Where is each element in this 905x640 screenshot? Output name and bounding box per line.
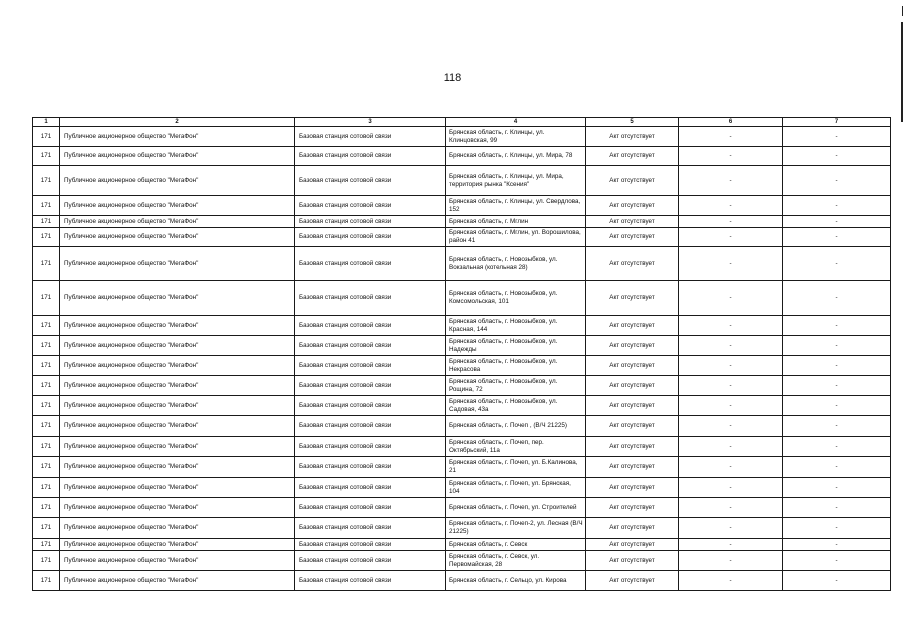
table-row [33, 196, 891, 216]
cell-number: 171 [33, 498, 60, 518]
cell-col-6: - [679, 281, 783, 316]
cell-organization: Публичное акционерное общество "МегаФон" [60, 336, 295, 356]
cell-col-6: - [679, 247, 783, 281]
table-row [33, 376, 891, 396]
cell-object: Базовая станция сотовой связи [295, 478, 446, 498]
cell-col-7: - [783, 216, 891, 228]
cell-col-7: - [783, 478, 891, 498]
table-row [33, 539, 891, 551]
cell-col-7: - [783, 539, 891, 551]
cell-act: Акт отсутствует [586, 336, 679, 356]
cell-address: Брянская область, г. Почеп, ул. Брянская, 104 [446, 478, 586, 498]
cell-act: Акт отсутствует [586, 457, 679, 478]
cell-object: Базовая станция сотовой связи [295, 518, 446, 539]
cell-col-7: - [783, 147, 891, 166]
cell-organization: Публичное акционерное общество "МегаФон" [60, 228, 295, 247]
registry-table [32, 117, 891, 591]
table-row [33, 457, 891, 478]
cell-address: Брянская область, г. Мглин [446, 216, 586, 228]
header-col-6: 6 [679, 118, 783, 127]
cell-organization: Публичное акционерное общество "МегаФон" [60, 416, 295, 437]
cell-number: 171 [33, 551, 60, 571]
cell-address: Брянская область, г. Клинцы, ул. Клинцовская, 99 [446, 127, 586, 147]
cell-address: Брянская область, г. Новозыбков, ул. Некрасова [446, 356, 586, 376]
cell-number: 171 [33, 571, 60, 591]
cell-col-7: - [783, 166, 891, 196]
cell-act: Акт отсутствует [586, 376, 679, 396]
cell-act: Акт отсутствует [586, 356, 679, 376]
cell-object: Базовая станция сотовой связи [295, 228, 446, 247]
table-row [33, 478, 891, 498]
cell-address: Брянская область, г. Клинцы, ул. Мира, территория рынка "Ксения" [446, 166, 586, 196]
cell-organization: Публичное акционерное общество "МегаФон" [60, 127, 295, 147]
scan-edge-mark-top [902, 6, 903, 16]
cell-object: Базовая станция сотовой связи [295, 196, 446, 216]
cell-number: 171 [33, 416, 60, 437]
table-row [33, 127, 891, 147]
table-row [33, 228, 891, 247]
cell-number: 171 [33, 457, 60, 478]
cell-object: Базовая станция сотовой связи [295, 356, 446, 376]
cell-col-6: - [679, 376, 783, 396]
table-row [33, 498, 891, 518]
cell-col-7: - [783, 228, 891, 247]
cell-object: Базовая станция сотовой связи [295, 216, 446, 228]
cell-col-6: - [679, 437, 783, 457]
table-row [33, 147, 891, 166]
cell-organization: Публичное акционерное общество "МегаФон" [60, 551, 295, 571]
cell-address: Брянская область, г. Новозыбков, ул. Вокзальная (котельная 28) [446, 247, 586, 281]
cell-address: Брянская область, г. Севск [446, 539, 586, 551]
cell-number: 171 [33, 356, 60, 376]
cell-act: Акт отсутствует [586, 518, 679, 539]
cell-organization: Публичное акционерное общество "МегаФон" [60, 518, 295, 539]
cell-col-6: - [679, 498, 783, 518]
cell-object: Базовая станция сотовой связи [295, 437, 446, 457]
cell-number: 171 [33, 437, 60, 457]
cell-address: Брянская область, г. Новозыбков, ул. Комсомольская, 101 [446, 281, 586, 316]
cell-col-7: - [783, 127, 891, 147]
cell-organization: Публичное акционерное общество "МегаФон" [60, 437, 295, 457]
cell-object: Базовая станция сотовой связи [295, 498, 446, 518]
table-row [33, 551, 891, 571]
cell-act: Акт отсутствует [586, 316, 679, 336]
table-row [33, 571, 891, 591]
cell-object: Базовая станция сотовой связи [295, 147, 446, 166]
cell-col-7: - [783, 247, 891, 281]
cell-number: 171 [33, 376, 60, 396]
cell-address: Брянская область, г. Почеп, пер. Октябрьский, 11а [446, 437, 586, 457]
cell-act: Акт отсутствует [586, 571, 679, 591]
table-row [33, 416, 891, 437]
cell-act: Акт отсутствует [586, 166, 679, 196]
table-row [33, 216, 891, 228]
cell-address: Брянская область, г. Новозыбков, ул. Красная, 144 [446, 316, 586, 336]
cell-address: Брянская область, г. Клинцы, ул. Мира, 78 [446, 147, 586, 166]
cell-object: Базовая станция сотовой связи [295, 336, 446, 356]
cell-act: Акт отсутствует [586, 247, 679, 281]
cell-organization: Публичное акционерное общество "МегаФон" [60, 457, 295, 478]
header-col-2: 2 [60, 118, 295, 127]
cell-col-7: - [783, 571, 891, 591]
cell-number: 171 [33, 281, 60, 316]
cell-col-7: - [783, 196, 891, 216]
cell-organization: Публичное акционерное общество "МегаФон" [60, 247, 295, 281]
cell-col-7: - [783, 316, 891, 336]
cell-col-6: - [679, 571, 783, 591]
cell-col-7: - [783, 437, 891, 457]
cell-object: Базовая станция сотовой связи [295, 127, 446, 147]
cell-act: Акт отсутствует [586, 416, 679, 437]
cell-number: 171 [33, 518, 60, 539]
cell-col-7: - [783, 376, 891, 396]
cell-number: 171 [33, 228, 60, 247]
cell-organization: Публичное акционерное общество "МегаФон" [60, 166, 295, 196]
cell-col-6: - [679, 478, 783, 498]
table-header-row [33, 118, 891, 127]
cell-act: Акт отсутствует [586, 228, 679, 247]
header-col-3: 3 [295, 118, 446, 127]
cell-col-7: - [783, 518, 891, 539]
cell-number: 171 [33, 539, 60, 551]
cell-address: Брянская область, г. Новозыбков, ул. Надежды [446, 336, 586, 356]
cell-col-7: - [783, 551, 891, 571]
header-col-7: 7 [783, 118, 891, 127]
cell-object: Базовая станция сотовой связи [295, 376, 446, 396]
cell-col-7: - [783, 457, 891, 478]
cell-col-6: - [679, 316, 783, 336]
cell-object: Базовая станция сотовой связи [295, 551, 446, 571]
cell-col-6: - [679, 457, 783, 478]
cell-act: Акт отсутствует [586, 539, 679, 551]
cell-organization: Публичное акционерное общество "МегаФон" [60, 571, 295, 591]
table-row [33, 356, 891, 376]
cell-address: Брянская область, г. Новозыбков, ул. Рощина, 72 [446, 376, 586, 396]
cell-act: Акт отсутствует [586, 127, 679, 147]
cell-col-6: - [679, 356, 783, 376]
cell-number: 171 [33, 166, 60, 196]
cell-object: Базовая станция сотовой связи [295, 281, 446, 316]
cell-col-6: - [679, 196, 783, 216]
cell-organization: Публичное акционерное общество "МегаФон" [60, 376, 295, 396]
cell-organization: Публичное акционерное общество "МегаФон" [60, 539, 295, 551]
cell-col-7: - [783, 396, 891, 416]
cell-col-6: - [679, 416, 783, 437]
cell-organization: Публичное акционерное общество "МегаФон" [60, 281, 295, 316]
cell-object: Базовая станция сотовой связи [295, 166, 446, 196]
cell-address: Брянская область, г. Сельцо, ул. Кирова [446, 571, 586, 591]
cell-col-7: - [783, 416, 891, 437]
cell-col-6: - [679, 336, 783, 356]
cell-col-6: - [679, 539, 783, 551]
cell-address: Брянская область, г. Новозыбков, ул. Садовая, 43а [446, 396, 586, 416]
header-col-5: 5 [586, 118, 679, 127]
cell-col-7: - [783, 281, 891, 316]
table-row [33, 316, 891, 336]
page-number: 118 [443, 72, 462, 84]
cell-address: Брянская область, г. Почеп, ул. Строителей [446, 498, 586, 518]
cell-organization: Публичное акционерное общество "МегаФон" [60, 216, 295, 228]
cell-object: Базовая станция сотовой связи [295, 416, 446, 437]
cell-object: Базовая станция сотовой связи [295, 396, 446, 416]
table-row [33, 518, 891, 539]
cell-col-6: - [679, 166, 783, 196]
cell-address: Брянская область, г. Севск, ул. Первомайская, 28 [446, 551, 586, 571]
header-col-1: 1 [33, 118, 60, 127]
cell-col-7: - [783, 336, 891, 356]
cell-object: Базовая станция сотовой связи [295, 247, 446, 281]
table-row [33, 336, 891, 356]
cell-number: 171 [33, 478, 60, 498]
cell-act: Акт отсутствует [586, 147, 679, 166]
cell-act: Акт отсутствует [586, 396, 679, 416]
cell-act: Акт отсутствует [586, 551, 679, 571]
cell-number: 171 [33, 216, 60, 228]
cell-number: 171 [33, 147, 60, 166]
table-row [33, 396, 891, 416]
cell-act: Акт отсутствует [586, 478, 679, 498]
table-row [33, 281, 891, 316]
table-row [33, 247, 891, 281]
cell-number: 171 [33, 196, 60, 216]
cell-number: 171 [33, 127, 60, 147]
cell-col-6: - [679, 147, 783, 166]
table-row [33, 166, 891, 196]
cell-col-6: - [679, 216, 783, 228]
cell-organization: Публичное акционерное общество "МегаФон" [60, 498, 295, 518]
cell-act: Акт отсутствует [586, 281, 679, 316]
cell-act: Акт отсутствует [586, 216, 679, 228]
cell-address: Брянская область, г. Клинцы, ул. Свердлова, 152 [446, 196, 586, 216]
cell-col-6: - [679, 518, 783, 539]
cell-address: Брянская область, г. Почеп, ул. Б.Калинова, 21 [446, 457, 586, 478]
cell-organization: Публичное акционерное общество "МегаФон" [60, 316, 295, 336]
cell-object: Базовая станция сотовой связи [295, 316, 446, 336]
cell-number: 171 [33, 247, 60, 281]
cell-object: Базовая станция сотовой связи [295, 539, 446, 551]
cell-organization: Публичное акционерное общество "МегаФон" [60, 147, 295, 166]
cell-act: Акт отсутствует [586, 437, 679, 457]
cell-col-7: - [783, 498, 891, 518]
cell-object: Базовая станция сотовой связи [295, 457, 446, 478]
cell-col-6: - [679, 551, 783, 571]
table-row [33, 437, 891, 457]
cell-number: 171 [33, 336, 60, 356]
cell-col-7: - [783, 356, 891, 376]
cell-organization: Публичное акционерное общество "МегаФон" [60, 196, 295, 216]
cell-number: 171 [33, 316, 60, 336]
cell-col-6: - [679, 396, 783, 416]
cell-object: Базовая станция сотовой связи [295, 571, 446, 591]
cell-address: Брянская область, г. Почеп-2, ул. Лесная (В/Ч 21225) [446, 518, 586, 539]
cell-act: Акт отсутствует [586, 196, 679, 216]
header-col-4: 4 [446, 118, 586, 127]
cell-col-6: - [679, 228, 783, 247]
cell-organization: Публичное акционерное общество "МегаФон" [60, 478, 295, 498]
cell-col-6: - [679, 127, 783, 147]
cell-address: Брянская область, г. Почеп , (В/Ч 21225) [446, 416, 586, 437]
cell-organization: Публичное акционерное общество "МегаФон" [60, 356, 295, 376]
cell-organization: Публичное акционерное общество "МегаФон" [60, 396, 295, 416]
cell-number: 171 [33, 396, 60, 416]
cell-address: Брянская область, г. Мглин, ул. Ворошилова, район 41 [446, 228, 586, 247]
cell-act: Акт отсутствует [586, 498, 679, 518]
